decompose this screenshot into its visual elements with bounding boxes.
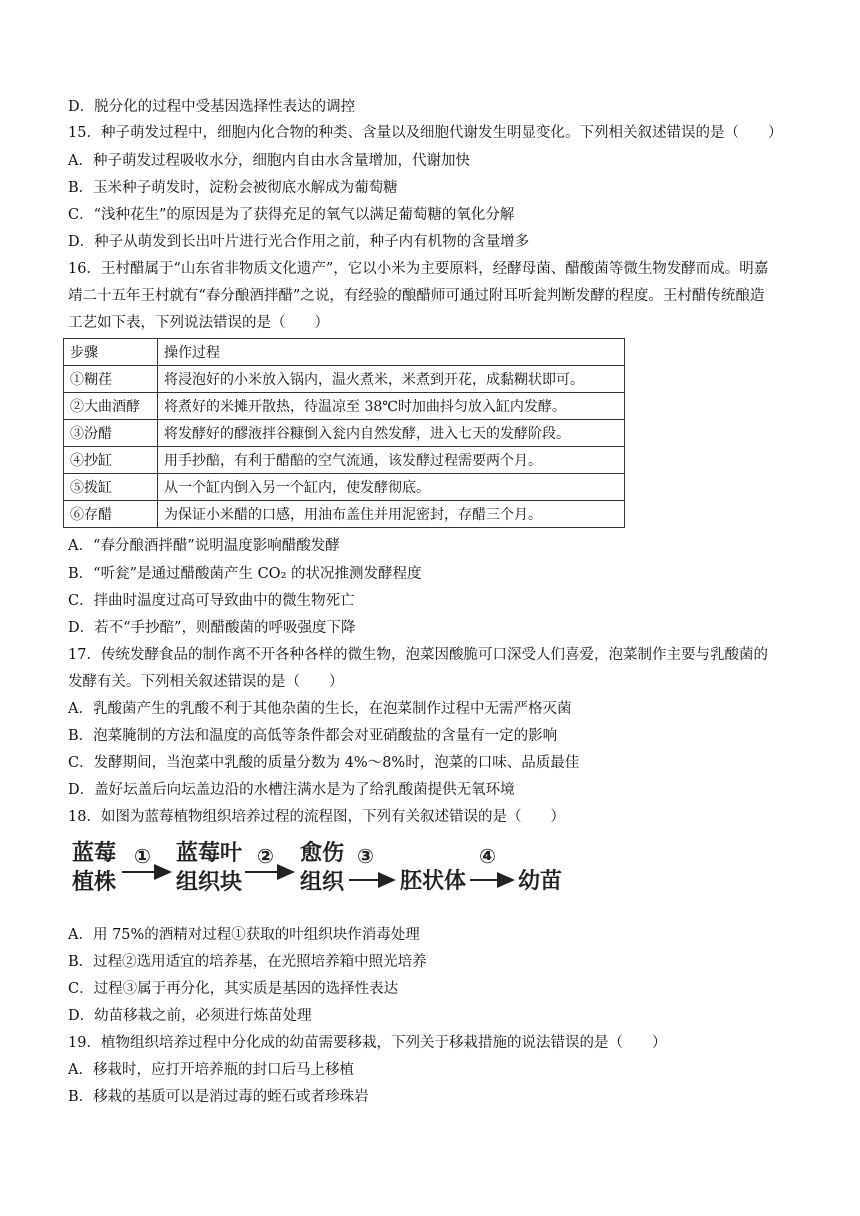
flow-node: 植株: [72, 870, 117, 895]
table-cell: ②大曲酒酵: [64, 393, 158, 420]
flow-step-label: ④: [479, 844, 496, 868]
table-row: [64, 447, 625, 474]
table-cell: 用手抄醅，有利于醋醅的空气流通，该发酵过程需要两个月。: [158, 447, 625, 474]
text-line: C．过程③属于再分化，其实质是基因的选择性表达: [68, 981, 399, 997]
text-line: A．乳酸菌产生的乳酸不利于其他杂菌的生长，在泡菜制作过程中无需严格灭菌: [68, 701, 572, 717]
flow-step-label: ①: [134, 844, 151, 868]
table-cell: ①糊荏: [64, 366, 158, 393]
flow-node: 蓝莓: [72, 841, 117, 866]
table-cell: 从一个缸内倒入另一个缸内，使发酵彻底。: [158, 474, 625, 501]
text-line: B．移栽的基质可以是消过毒的蛭石或者珍珠岩: [68, 1089, 369, 1105]
text-line: A．“春分酿酒拌醋”说明温度影响醋酸发酵: [68, 538, 340, 554]
question-18-stem: 18．如图为蓝莓植物组织培养过程的流程图，下列有关叙述错误的是（ ）: [68, 809, 565, 825]
table-cell: 为保证小米醋的口感，用油布盖住并用泥密封，存醋三个月。: [158, 501, 625, 528]
tissue-culture-flowchart: [72, 836, 592, 902]
text-line: B．“听瓮”是通过醋酸菌产生 CO₂ 的状况推测发酵程度: [68, 566, 422, 582]
table-cell: 将浸泡好的小米放入锅内，温火煮米，米煮到开花，成黏糊状即可。: [158, 366, 625, 393]
table-cell: 将煮好的米摊开散热，待温凉至 38℃时加曲抖匀放入缸内发酵。: [158, 393, 625, 420]
text-line: D．若不“手抄醅”，则醋酸菌的呼吸强度下降: [68, 620, 356, 636]
question-17-stem: 17．传统发酵食品的制作离不开各种各样的微生物，泡菜因酸脆可口深受人们喜爱，泡菜制作主要与乳酸菌的: [68, 647, 768, 663]
text-line: D．幼苗移栽之前，必须进行炼苗处理: [68, 1008, 312, 1024]
text-line: D．脱分化的过程中受基因选择性表达的调控: [68, 99, 356, 115]
text-line: C．发酵期间，当泡菜中乳酸的质量分数为 4%～8%时，泡菜的口味、品质最佳: [68, 755, 580, 771]
table-cell: 将发酵好的醪液拌谷糠倒入瓮内自然发酵，进入七天的发酵阶段。: [158, 420, 625, 447]
question-16-stem: 16．王村醋属于“山东省非物质文化遗产”，它以小米为主要原料，经酵母菌、醋酸菌等微生物发酵而成。明嘉: [68, 261, 769, 277]
text-line: C．“浅种花生”的原因是为了获得充足的氧气以满足葡萄糖的氧化分解: [68, 207, 515, 223]
text-line: D．种子从萌发到长出叶片进行光合作用之前，种子内有机物的含量增多: [68, 234, 530, 250]
table-row: [64, 501, 625, 528]
table-header-row: [64, 339, 625, 366]
text-line: B．玉米种子萌发时，淀粉会被彻底水解成为葡萄糖: [68, 180, 398, 196]
table-header: 操作过程: [158, 339, 625, 366]
table-row: [64, 393, 625, 420]
text-line: 工艺如下表，下列说法错误的是（ ）: [68, 315, 329, 331]
process-table: [63, 338, 625, 528]
table-header: 步骤: [64, 339, 158, 366]
table-row: [64, 366, 625, 393]
text-line: C．拌曲时温度过高可导致曲中的微生物死亡: [68, 593, 355, 609]
text-line: A．用 75%的酒精对过程①获取的叶组织块作消毒处理: [68, 927, 420, 943]
flow-node: 蓝莓叶: [176, 841, 243, 866]
table-row: [64, 474, 625, 501]
flow-step-label: ③: [357, 844, 374, 868]
text-line: B．泡菜腌制的方法和温度的高低等条件都会对亚硝酸盐的含量有一定的影响: [68, 728, 558, 744]
flow-node: 组织: [300, 870, 345, 895]
text-line: A．种子萌发过程吸收水分，细胞内自由水含量增加，代谢加快: [68, 153, 470, 169]
text-line: A．移栽时，应打开培养瓶的封口后马上移植: [68, 1062, 354, 1078]
text-line: 靖二十五年王村就有“春分酿酒拌醋”之说，有经验的酿醋师可通过附耳听瓮判断发酵的程度。王村醋传统酿造: [68, 288, 765, 304]
flow-node: 组织块: [176, 870, 243, 895]
flow-node: 愈伤: [300, 841, 345, 866]
table-cell: ③汾醋: [64, 420, 158, 447]
text-line: D．盖好坛盖后向坛盖边沿的水槽注满水是为了给乳酸菌提供无氧环境: [68, 782, 515, 798]
flow-node: 幼苗: [518, 869, 563, 894]
question-15-stem: 15．种子萌发过程中，细胞内化合物的种类、含量以及细胞代谢发生明显变化。下列相关叙述错误的是（ ）: [68, 125, 783, 141]
table-cell: ④抄缸: [64, 447, 158, 474]
text-line: 发酵有关。下列相关叙述错误的是（ ）: [68, 674, 344, 690]
table-cell: ⑥存醋: [64, 501, 158, 528]
question-19-stem: 19．植物组织培养过程中分化成的幼苗需要移栽，下列关于移栽措施的说法错误的是（ ）: [68, 1035, 667, 1051]
flow-step-label: ②: [257, 844, 274, 868]
flow-node: 胚状体: [400, 869, 467, 894]
table-row: [64, 420, 625, 447]
text-line: B．过程②选用适宜的培养基，在光照培养箱中照光培养: [68, 954, 427, 970]
table-cell: ⑤拨缸: [64, 474, 158, 501]
